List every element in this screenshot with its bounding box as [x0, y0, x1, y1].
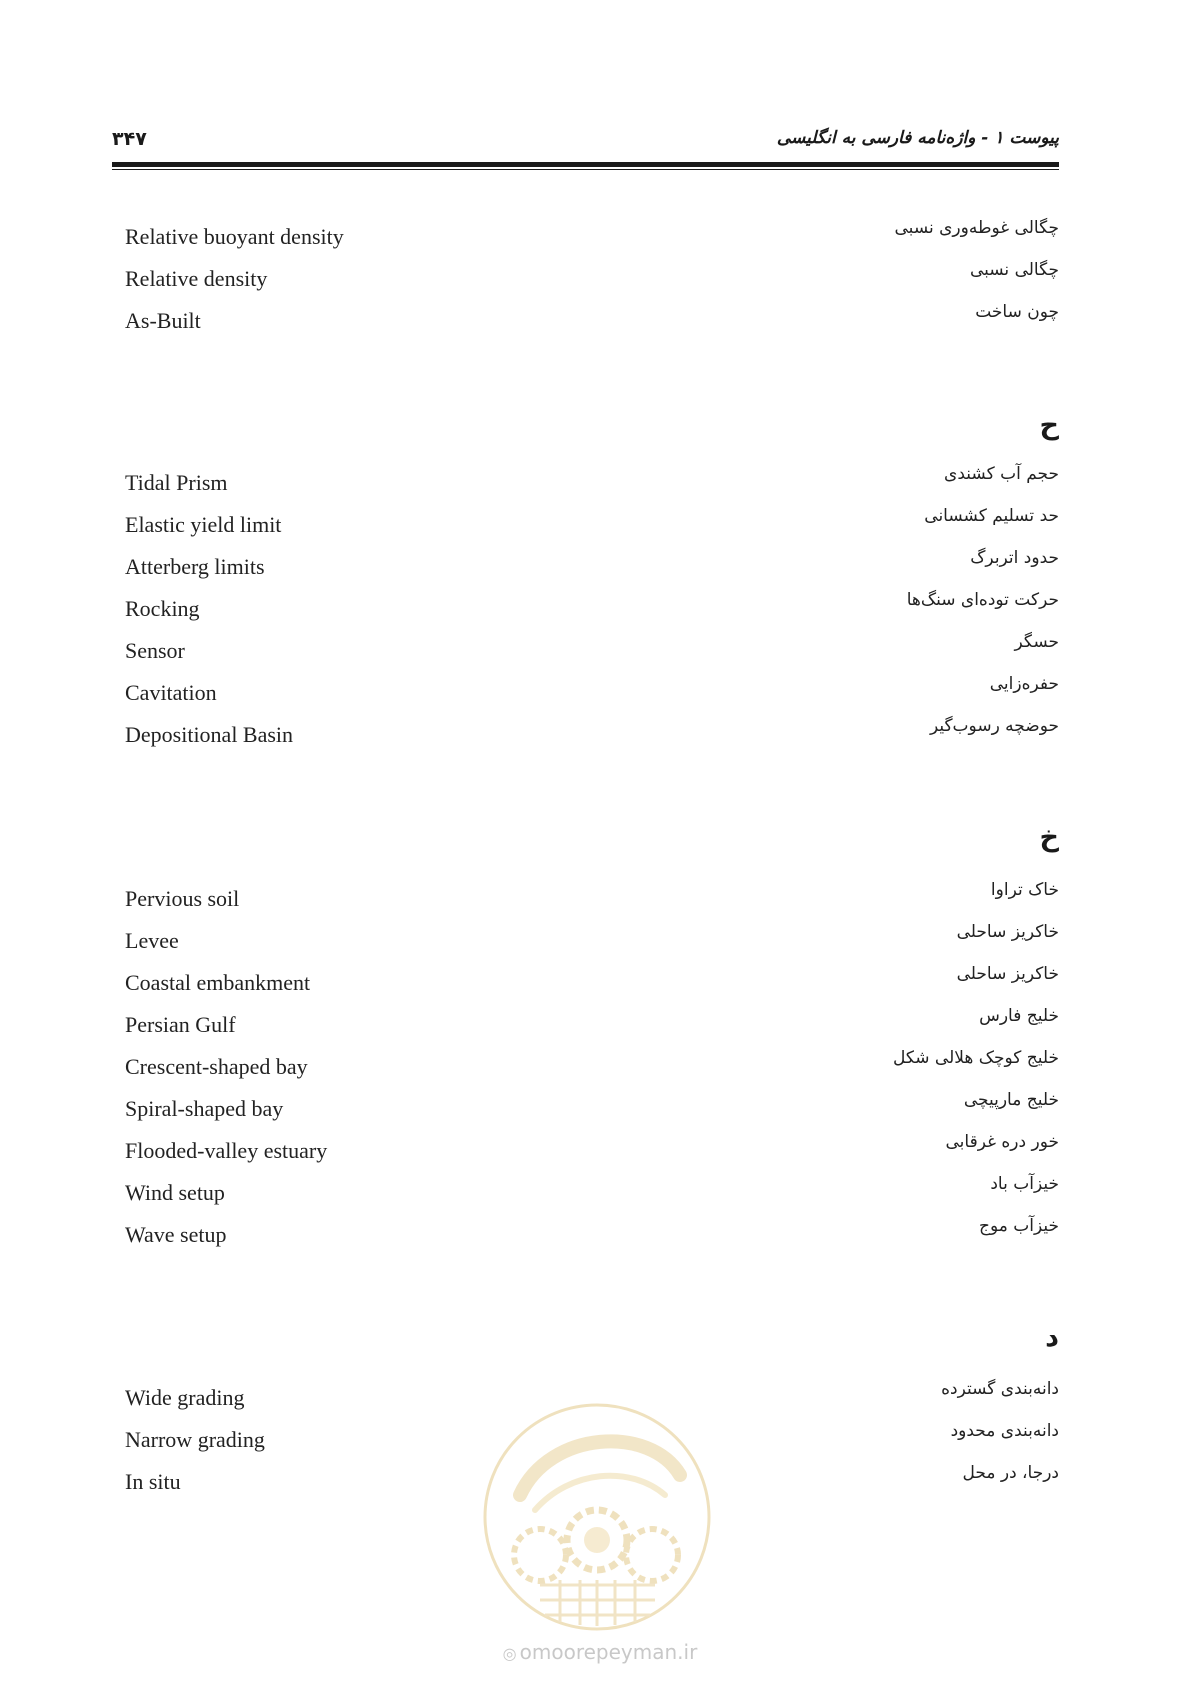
glossary-entry [125, 506, 1059, 546]
glossary-entry [125, 1090, 1059, 1130]
term-persian: حوضچه رسوب‌گیر [929, 716, 1059, 736]
section-letter-heading: خ [1039, 822, 1059, 853]
term-english: Atterberg limits [125, 554, 265, 579]
term-english: Rocking [125, 596, 200, 621]
glossary-entry [125, 1006, 1059, 1046]
term-persian: دانه‌بندی گسترده [941, 1379, 1059, 1399]
globe-icon: ◎ [502, 1644, 517, 1663]
term-english: Relative density [125, 266, 268, 291]
term-english: In situ [125, 1469, 181, 1494]
term-persian: حسگر [1014, 632, 1059, 652]
term-english: Coastal embankment [125, 970, 311, 995]
term-english: Pervious soil [125, 886, 240, 911]
term-persian: خلیج کوچک هلالی شکل [892, 1048, 1059, 1068]
glossary-entry [125, 716, 1059, 756]
term-english: Persian Gulf [125, 1012, 236, 1037]
term-english: Flooded-valley estuary [125, 1138, 328, 1163]
glossary-entry [125, 260, 1059, 300]
term-english: Wave setup [125, 1222, 227, 1247]
page-number: ۳۴۷ [112, 128, 147, 150]
glossary-entry [125, 1048, 1059, 1088]
page-header [112, 128, 1059, 152]
term-persian: حفره‌زایی [989, 674, 1059, 694]
glossary-entry [125, 632, 1059, 672]
term-english: Sensor [125, 638, 185, 663]
running-title: پیوست ۱ - واژه‌نامه فارسی به انگلیسی [776, 128, 1059, 148]
glossary-entry [125, 548, 1059, 588]
term-english: Depositional Basin [125, 722, 294, 747]
term-persian: خلیج فارس [979, 1006, 1059, 1026]
term-english: Relative buoyant density [125, 224, 344, 249]
glossary-entry [125, 964, 1059, 1004]
term-english: Tidal Prism [125, 470, 228, 495]
term-english: As-Built [125, 308, 201, 333]
header-rule-thick [112, 162, 1059, 167]
section-letter-heading: د [1045, 1322, 1059, 1353]
header-rule-thin [112, 169, 1059, 170]
glossary-entry [125, 1174, 1059, 1214]
term-english: Elastic yield limit [125, 512, 282, 537]
glossary-entry [125, 674, 1059, 714]
term-persian: خلیج مارپیچی [963, 1090, 1059, 1110]
glossary-entry [125, 302, 1059, 342]
term-english: Wind setup [125, 1180, 225, 1205]
term-persian: درجا، در محل [962, 1463, 1059, 1483]
term-persian: خیزآب باد [990, 1174, 1059, 1194]
glossary-entry [125, 590, 1059, 630]
term-english: Spiral-shaped bay [125, 1096, 284, 1121]
glossary-entry [125, 464, 1059, 504]
term-persian: حدود اتربرگ [970, 548, 1059, 568]
watermark-url [490, 1640, 710, 1664]
term-persian: خاکریز ساحلی [956, 964, 1059, 984]
section-letter-heading: ح [1039, 410, 1059, 441]
term-persian: چگالی نسبی [969, 260, 1059, 280]
term-english: Wide grading [125, 1385, 245, 1410]
term-persian: حرکت توده‌ای سنگ‌ها [906, 590, 1059, 610]
term-persian: خیزآب موج [978, 1216, 1059, 1236]
term-persian: خاکریز ساحلی [956, 922, 1059, 942]
watermark-seal [480, 1400, 715, 1635]
term-persian: حد تسلیم کشسانی [924, 506, 1059, 526]
term-english: Narrow grading [125, 1427, 265, 1452]
term-persian: خاک تراوا [990, 880, 1059, 900]
term-english: Crescent-shaped bay [125, 1054, 308, 1079]
term-persian: حجم آب کشندی [944, 464, 1059, 484]
glossary-entry [125, 880, 1059, 920]
term-persian: چگالی غوطه‌وری نسبی [894, 218, 1059, 238]
term-persian: دانه‌بندی محدود [950, 1421, 1059, 1441]
term-persian: چون ساخت [975, 302, 1059, 322]
glossary-entry [125, 218, 1059, 258]
glossary-entry [125, 1216, 1059, 1256]
watermark-url-text: omoorepeyman.ir [519, 1640, 698, 1664]
term-english: Cavitation [125, 680, 217, 705]
glossary-entry [125, 922, 1059, 962]
term-persian: خور دره غرقابی [945, 1132, 1059, 1152]
term-english: Levee [125, 928, 179, 953]
glossary-entry [125, 1132, 1059, 1172]
